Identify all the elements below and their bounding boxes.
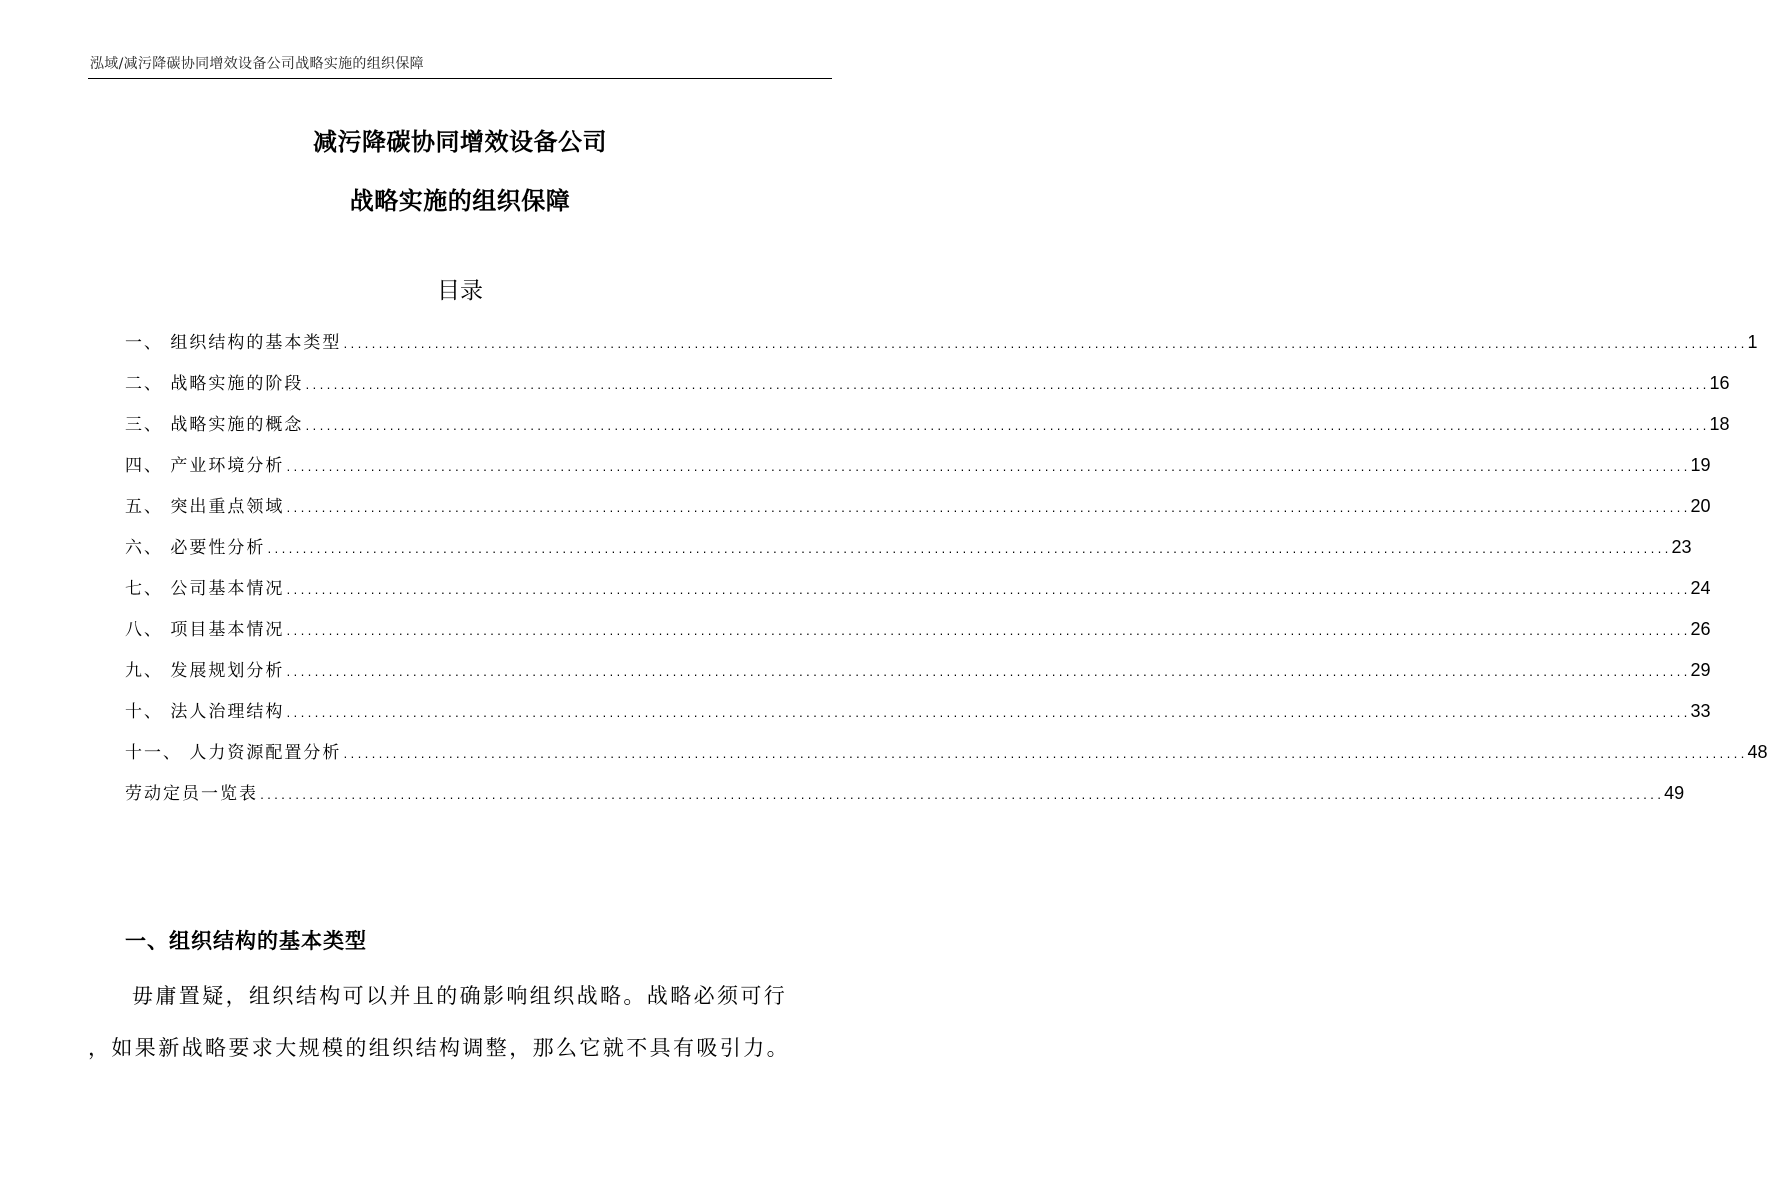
toc-entry[interactable] — [125, 773, 1685, 814]
toc-leader-dots: ........................................................................................................................................................................................................ — [285, 463, 1690, 474]
toc-leader-dots: ........................................................................................................................................................................................................ — [285, 668, 1690, 679]
toc-entry-page: 16 — [1709, 373, 1730, 393]
toc-entry[interactable] — [125, 322, 1758, 363]
body-line: ，如果新战略要求大规模的组织结构调整，那么它就不具有吸引力。 — [88, 1036, 790, 1060]
toc-leader-dots: ........................................................................................................................................................................................................ — [266, 545, 1671, 556]
toc-leader-dots: ........................................................................................................................................................................................................ — [304, 381, 1709, 392]
toc-entry-page: 20 — [1690, 496, 1711, 516]
toc-entry-page: 48 — [1747, 742, 1768, 762]
toc-entry[interactable] — [125, 568, 1711, 609]
toc-entry-label: 五、 突出重点领域 — [125, 497, 285, 517]
toc-entry[interactable] — [125, 445, 1711, 486]
toc-entry-label: 十一、 人力资源配置分析 — [125, 743, 342, 763]
running-header: 泓域/减污降碳协同增效设备公司战略实施的组织保障 — [90, 56, 424, 72]
toc-entry-label: 一、 组织结构的基本类型 — [125, 333, 342, 353]
toc-entry-label: 二、 战略实施的阶段 — [125, 374, 304, 394]
body-paragraph — [88, 970, 832, 1074]
toc-entry[interactable] — [125, 486, 1711, 527]
toc-leader-dots: ........................................................................................................................................................................................................ — [285, 627, 1690, 638]
document-title-line-2: 战略实施的组织保障 — [349, 187, 571, 215]
toc-entry-page: 24 — [1690, 578, 1711, 598]
section-heading: 一、组织结构的基本类型 — [125, 929, 367, 953]
toc-entry-label: 三、 战略实施的概念 — [125, 415, 304, 435]
toc-entry-page: 1 — [1747, 332, 1758, 352]
toc-leader-dots: ........................................................................................................................................................................................................ — [304, 422, 1709, 433]
toc-entry[interactable] — [125, 609, 1711, 650]
toc-entry[interactable] — [125, 404, 1730, 445]
toc-entry-label: 九、 发展规划分析 — [125, 661, 285, 681]
toc-entry[interactable] — [125, 363, 1730, 404]
toc-entry-label: 六、 必要性分析 — [125, 538, 266, 558]
toc-leader-dots: ........................................................................................................................................................................................................ — [285, 709, 1690, 720]
toc-entry-page: 26 — [1690, 619, 1711, 639]
toc-entry-label: 七、 公司基本情况 — [125, 579, 285, 599]
toc-entry[interactable] — [125, 732, 1768, 773]
toc-heading: 目录 — [437, 278, 483, 304]
toc-entry-page: 29 — [1690, 660, 1711, 680]
toc-entry-label: 劳动定员一览表 — [125, 784, 258, 804]
toc-entry-page: 19 — [1690, 455, 1711, 475]
toc-leader-dots: ........................................................................................................................................................................................................ — [342, 340, 1747, 351]
toc-entry[interactable] — [125, 527, 1692, 568]
body-line: 毋庸置疑，组织结构可以并且的确影响组织战略。战略必须可行 — [132, 984, 788, 1008]
toc-entry[interactable] — [125, 691, 1711, 732]
toc-entry-page: 18 — [1709, 414, 1730, 434]
toc-entry-page: 49 — [1664, 783, 1685, 803]
toc-entry-label: 八、 项目基本情况 — [125, 620, 285, 640]
header-divider — [88, 78, 832, 79]
table-of-contents — [125, 322, 1768, 814]
toc-entry-label: 四、 产业环境分析 — [125, 456, 285, 476]
document-title-line-1: 减污降碳协同增效设备公司 — [313, 128, 607, 156]
toc-leader-dots: ........................................................................................................................................................................................................ — [342, 750, 1747, 761]
toc-entry-label: 十、 法人治理结构 — [125, 702, 285, 722]
toc-entry-page: 23 — [1671, 537, 1692, 557]
toc-leader-dots: ........................................................................................................................................................................................................ — [285, 586, 1690, 597]
toc-entry-page: 33 — [1690, 701, 1711, 721]
toc-leader-dots: ........................................................................................................................................................................................................ — [285, 504, 1690, 515]
toc-leader-dots: ........................................................................................................................................................................................................ — [259, 791, 1664, 802]
toc-entry[interactable] — [125, 650, 1711, 691]
